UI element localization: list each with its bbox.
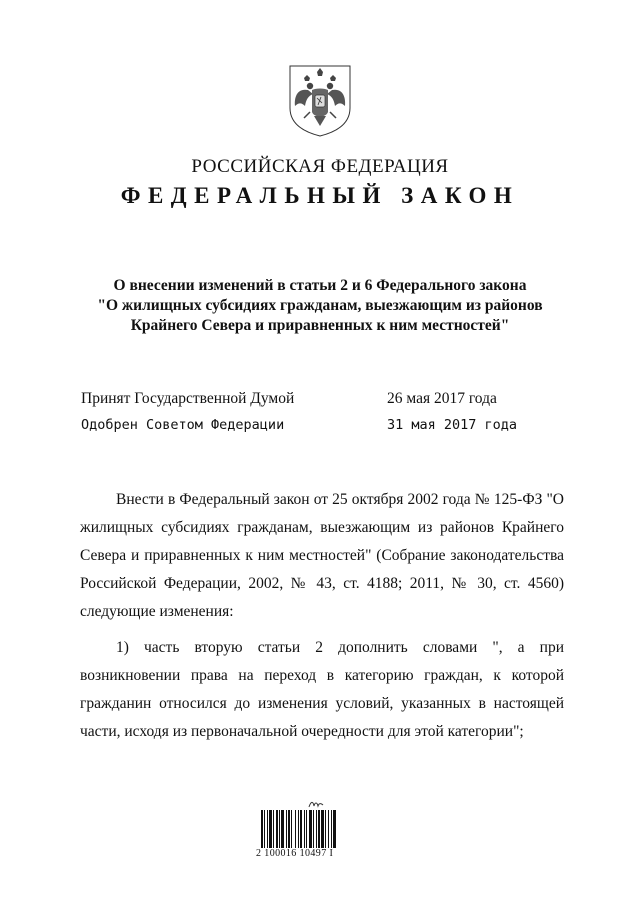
law-title-line: О внесении изменений в статьи 2 и 6 Федерального закона (113, 277, 527, 294)
law-title-line: Крайнего Севера и приравненных к ним местностей" (130, 317, 510, 334)
duma-adoption-date: 26 мая 2017 года (387, 390, 497, 407)
law-body (80, 486, 564, 754)
law-title (60, 276, 580, 336)
country-name: РОССИЙСКАЯ ФЕДЕРАЦИЯ (191, 156, 449, 177)
coat-of-arms-icon (286, 62, 354, 138)
barcode-number: 2 100016 10497 I (256, 848, 334, 859)
council-approval-date: 31 мая 2017 года (387, 417, 518, 433)
body-paragraph-item-1: 1) часть вторую статьи 2 дополнить словами ", а при возникновении права на переход в категорию граждан, к которой гражданин относился до изменения условий, указанных в настоящей части, исходя из первоначальной очередности для этой категории"; (80, 639, 564, 740)
law-title-line: "О жилищных субсидиях гражданам, выезжающим из районов (97, 297, 543, 314)
document-type: ФЕДЕРАЛЬНЫЙ ЗАКОН (120, 183, 520, 208)
signature-mark-icon (308, 799, 324, 809)
body-paragraph-intro: Внести в Федеральный закон от 25 октября 2002 года № 125-ФЗ "О жилищных субсидиях гражданам, выезжающим из районов Крайнего Севера и приравненных к ним местностей" (Собрание законодательства Российской Федерации, 2002, № 43, ст. 4188; 2011, № 30, ст. 4560) следующие изменения: (80, 491, 564, 620)
barcode-icon (260, 810, 372, 848)
duma-adoption-label: Принят Государственной Думой (81, 390, 295, 407)
council-approval-label: Одобрен Советом Федерации (81, 417, 285, 433)
